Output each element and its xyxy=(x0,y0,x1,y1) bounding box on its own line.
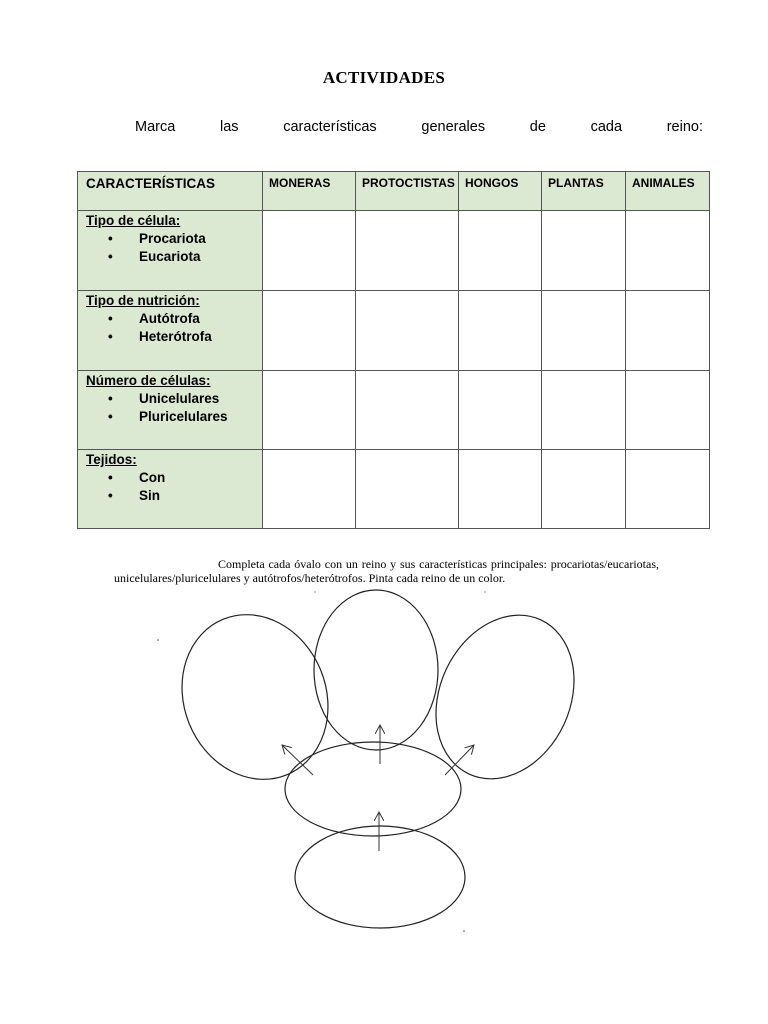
header-caracteristicas: CARACTERÍSTICAS xyxy=(78,172,263,211)
oval-top-left[interactable] xyxy=(158,593,353,802)
page-title: ACTIVIDADES xyxy=(322,68,446,87)
oval-bottom[interactable] xyxy=(295,826,465,928)
option-label: Con xyxy=(139,470,166,485)
option-label: Procariota xyxy=(139,231,206,246)
option-label: Unicelulares xyxy=(139,391,220,406)
header-protoctistas: PROTOCTISTAS xyxy=(356,172,459,211)
option-item: • Unicelulares xyxy=(108,391,220,406)
option-item: • Eucariota xyxy=(108,249,201,264)
option-item: • Con xyxy=(108,470,166,485)
option-label: Heterótrofa xyxy=(139,329,212,344)
option-label: Eucariota xyxy=(139,249,201,264)
header-plantas: PLANTAS xyxy=(542,172,626,211)
row-heading: Número de células: xyxy=(86,373,211,388)
option-item: • Sin xyxy=(108,488,161,503)
row-heading: Tipo de célula: xyxy=(86,213,181,228)
row-heading: Tejidos: xyxy=(86,452,137,467)
row-heading: Tipo de nutrición: xyxy=(86,293,200,308)
option-item: • Autótrofa xyxy=(108,311,200,326)
option-item: • Heterótrofa xyxy=(108,329,212,344)
option-item: • Pluricelulares xyxy=(108,409,228,424)
speck-dot xyxy=(463,930,465,932)
option-label: Sin xyxy=(139,488,161,503)
option-item: • Procariota xyxy=(108,231,206,246)
option-label: Autótrofa xyxy=(139,311,200,326)
oval-top-center[interactable] xyxy=(314,590,438,750)
option-label: Pluricelulares xyxy=(139,409,228,424)
instruction-mark-characteristics: Marca las características generales de cada reino: xyxy=(135,119,703,135)
oval-top-right[interactable] xyxy=(410,592,600,801)
header-hongos: HONGOS xyxy=(459,172,542,211)
speck-dot xyxy=(484,591,485,592)
oval-middle[interactable] xyxy=(285,742,461,836)
arrow-middle-to-top-right xyxy=(445,745,474,775)
header-moneras: MONERAS xyxy=(263,172,356,211)
speck-dot xyxy=(314,591,315,592)
speck-dot xyxy=(157,639,159,641)
instruction-text: Completa cada óvalo con un reino y sus características principales: procariotas/eucariotas, unicelulares/pluricelulares y autótrofos/heterótrofos. Pinta cada reino de un color. xyxy=(114,557,659,585)
header-animales: ANIMALES xyxy=(626,172,710,211)
